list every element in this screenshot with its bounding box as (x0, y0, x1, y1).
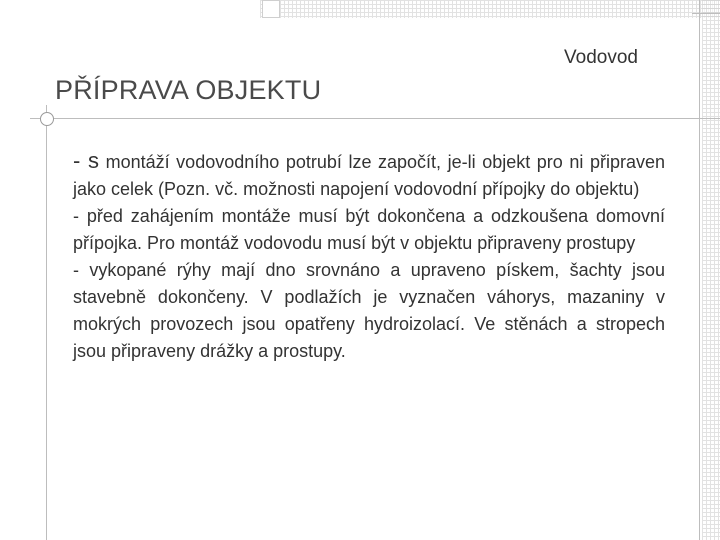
paragraph-1-text: montáží vodovodního potrubí lze započít, je-li objekt pro ni připraven jako celek (Pozn. vč. možnosti napojení vodovodní přípojky do objektu) (73, 152, 665, 199)
grid-pattern-top (260, 0, 720, 18)
decorative-line-right (699, 0, 700, 540)
paragraph-2 (73, 203, 665, 257)
slide-body (73, 147, 665, 365)
decorative-line-left (46, 105, 47, 540)
decorative-line-top-right (692, 13, 720, 14)
paragraph-3 (73, 257, 665, 365)
slide-subject: Vodovod (564, 47, 638, 68)
paragraph-3-text: vykopané rýhy mají dno srovnáno a upraveno pískem, šachty jsou stavebně dokončeny. V podlažích je vyznačen váhorys, mazaniny v mokrých provozech jsou opatřeny hydroizolací. Ve stěnách a stropech jsou připraveny drážky a prostupy. (73, 260, 665, 361)
grid-pattern-right (702, 0, 720, 540)
paragraph-3-lead: - (73, 260, 79, 280)
slide-title: PŘÍPRAVA OBJEKTU (55, 75, 322, 105)
decorative-square (262, 0, 280, 18)
title-underline (30, 118, 720, 119)
paragraph-2-text: před zahájením montáže musí být dokončena a odzkoušena domovní přípojka. Pro montáž vodovodu musí být v objektu připraveny prostupy (73, 206, 665, 253)
paragraph-2-lead: - (73, 206, 79, 226)
paragraph-1-lead: - s (73, 148, 100, 173)
decorative-circle-icon (40, 112, 54, 126)
paragraph-1 (73, 147, 665, 203)
